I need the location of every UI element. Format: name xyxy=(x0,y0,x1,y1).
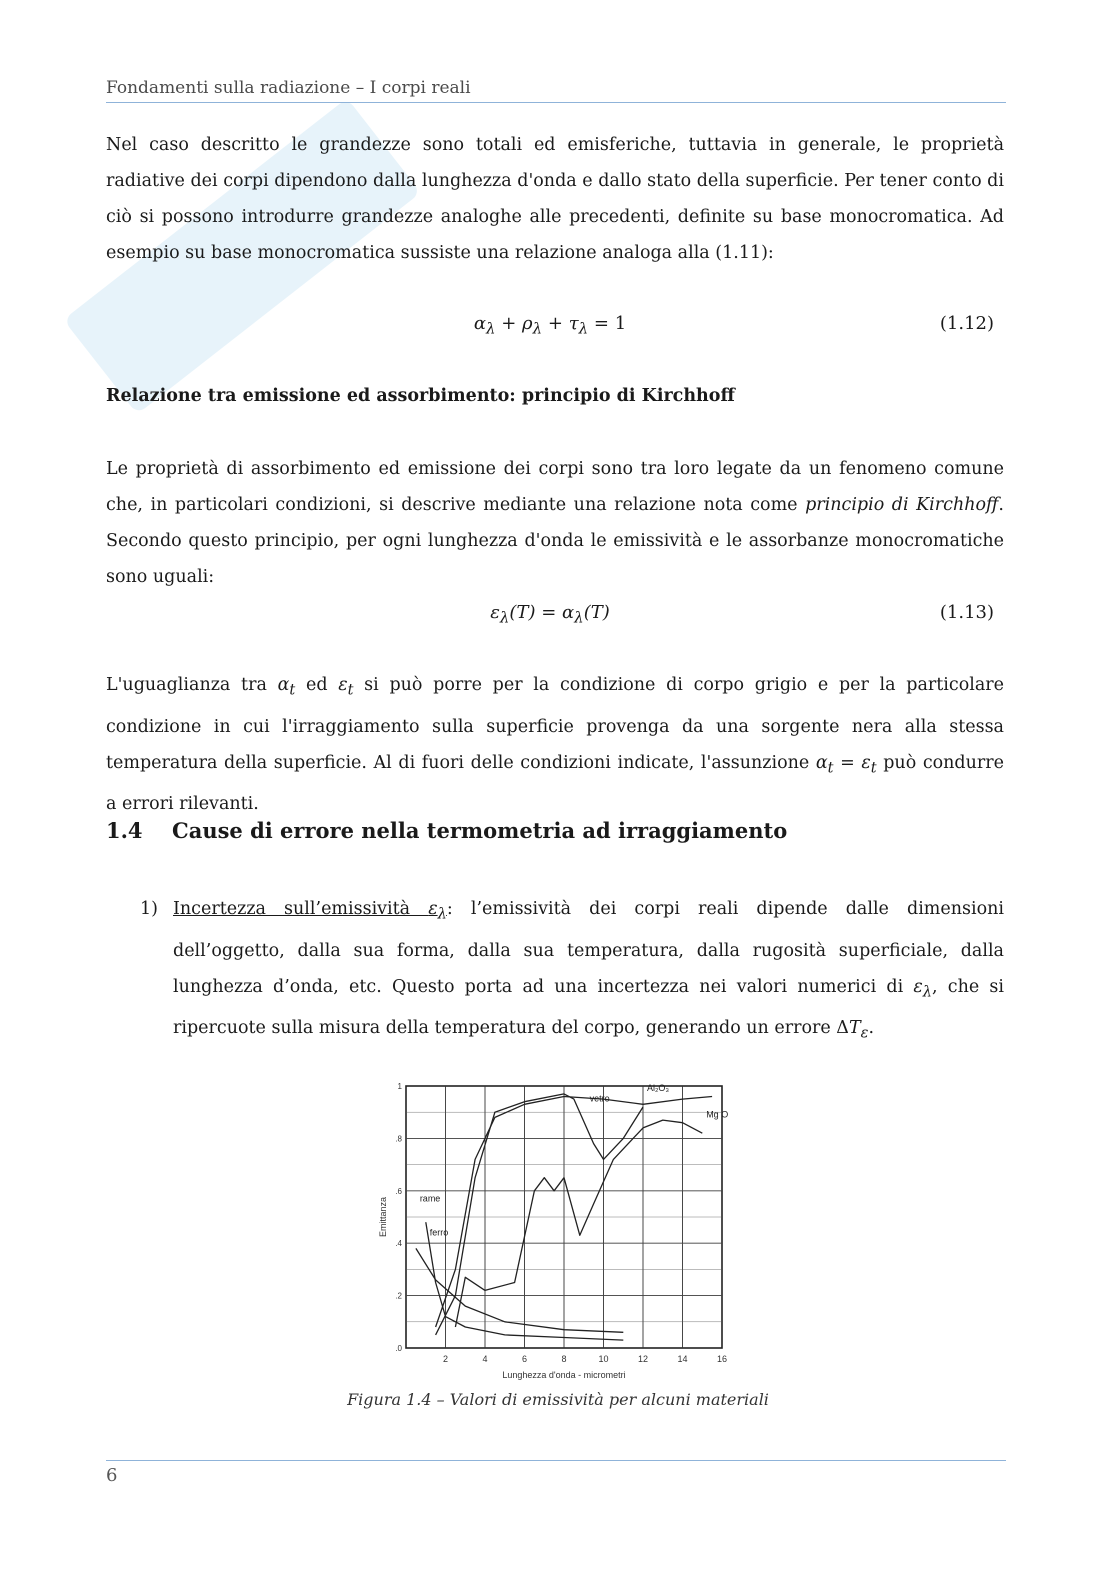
equation-1-12-math: $\alpha_\lambda + \rho_\lambda + \tau_\lambda = 1$ xyxy=(473,313,627,338)
y-tick-label: .8 xyxy=(395,1134,402,1144)
series-label: vetro xyxy=(589,1093,610,1104)
emissivity-chart xyxy=(376,1078,746,1383)
x-tick-label: 6 xyxy=(521,1354,528,1364)
page-footer xyxy=(106,1460,1006,1486)
x-tick-label: 12 xyxy=(637,1354,649,1364)
series-label: rame xyxy=(419,1193,441,1204)
equation-1-13-math: $\varepsilon_\lambda(T) = \alpha_\lambda(T)$ xyxy=(490,602,610,627)
x-tick-label: 16 xyxy=(716,1354,728,1364)
paragraph-grey-body: L'uguaglianza tra $\alpha_t$ ed $\varepsilon_t$ si può porre per la condizione di corpo grigio e per la particolare condizione in cui l'irraggiamento sulla superficie provenga da una sorgente nera alla stessa temperatura della superficie. Al di fuori delle condizioni indicate, l'assunzione $\alpha_t = \varepsilon_t$ può condurre a errori rilevanti. xyxy=(106,675,1004,814)
y-tick-label: .2 xyxy=(395,1291,402,1301)
series-label: Al₂O₃ xyxy=(646,1083,670,1094)
list-item-label: Incertezza sull’emissività $\varepsilon_\lambda$ xyxy=(173,899,447,923)
figure-caption: Figura 1.4 – Valori di emissività per alcuni materiali xyxy=(347,1390,769,1409)
y-tick-label: 1 xyxy=(397,1082,402,1091)
list-item-number: 1) xyxy=(140,899,158,919)
y-axis-label: Emittanza xyxy=(378,1196,388,1238)
paragraph-intro: Nel caso descritto le grandezze sono totali ed emisferiche, tuttavia in generale, le proprietà radiative dei corpi dipendono dalla lunghezza d'onda e dallo stato della superficie. Per tener conto di ciò si possono introdurre grandezze analoghe alle precedenti, definite su base monocromatica. Ad esempio su base monocromatica sussiste una relazione analoga alla (1.11): xyxy=(106,135,1004,263)
x-tick-label: 8 xyxy=(561,1354,567,1364)
x-axis-label: Lunghezza d'onda - micrometri xyxy=(502,1370,626,1380)
paragraph-kirchhoff: Le proprietà di assorbimento ed emissione dei corpi sono tra loro legate da un fenomeno comune che, in particolari condizioni, si descrive mediante una relazione nota come principio di Kirchhoff. Secondo questo principio, per ogni lunghezza d'onda le emissività e le assorbanze monocromatiche sono uguali: xyxy=(106,459,1004,587)
x-tick-label: 2 xyxy=(442,1354,449,1364)
list-item-text: Incertezza sull’emissività $\varepsilon_\lambda$: l’emissività dei corpi reali dipende dalle dimensioni dell’oggetto, dalla sua forma, dalla sua temperatura, dalla rugosità superficiale, dalla lunghezza d’onda, etc. Questo porta ad una incertezza nei valori numerici di $\varepsilon_\lambda$, che si ripercuote sulla misura della temperatura del corpo, generando un errore $\Delta T_\varepsilon$. xyxy=(173,899,1004,1042)
series-line-vetro xyxy=(436,1094,643,1335)
series-label: ferro xyxy=(429,1227,449,1238)
page-number: 6 xyxy=(106,1465,118,1486)
subheading-kirchhoff: Relazione tra emissione ed assorbimento: principio di Kirchhoff xyxy=(106,386,735,406)
x-tick-label: 14 xyxy=(677,1354,688,1364)
equation-number: (1.12) xyxy=(939,313,994,334)
y-tick-label: .0 xyxy=(395,1344,402,1353)
x-tick-label: 10 xyxy=(598,1354,609,1364)
series-label: Mg O xyxy=(706,1109,729,1120)
section-title: Cause di errore nella termometria ad irraggiamento xyxy=(172,818,788,843)
section-number: 1.4 xyxy=(106,818,143,843)
page-header: Fondamenti sulla radiazione – I corpi reali xyxy=(106,78,1006,103)
y-tick-label: .4 xyxy=(395,1239,402,1249)
y-tick-label: .6 xyxy=(395,1186,402,1196)
list-item xyxy=(140,891,1004,1052)
equation-number: (1.13) xyxy=(939,602,994,623)
section-heading xyxy=(106,818,787,843)
x-tick-label: 4 xyxy=(482,1354,488,1364)
